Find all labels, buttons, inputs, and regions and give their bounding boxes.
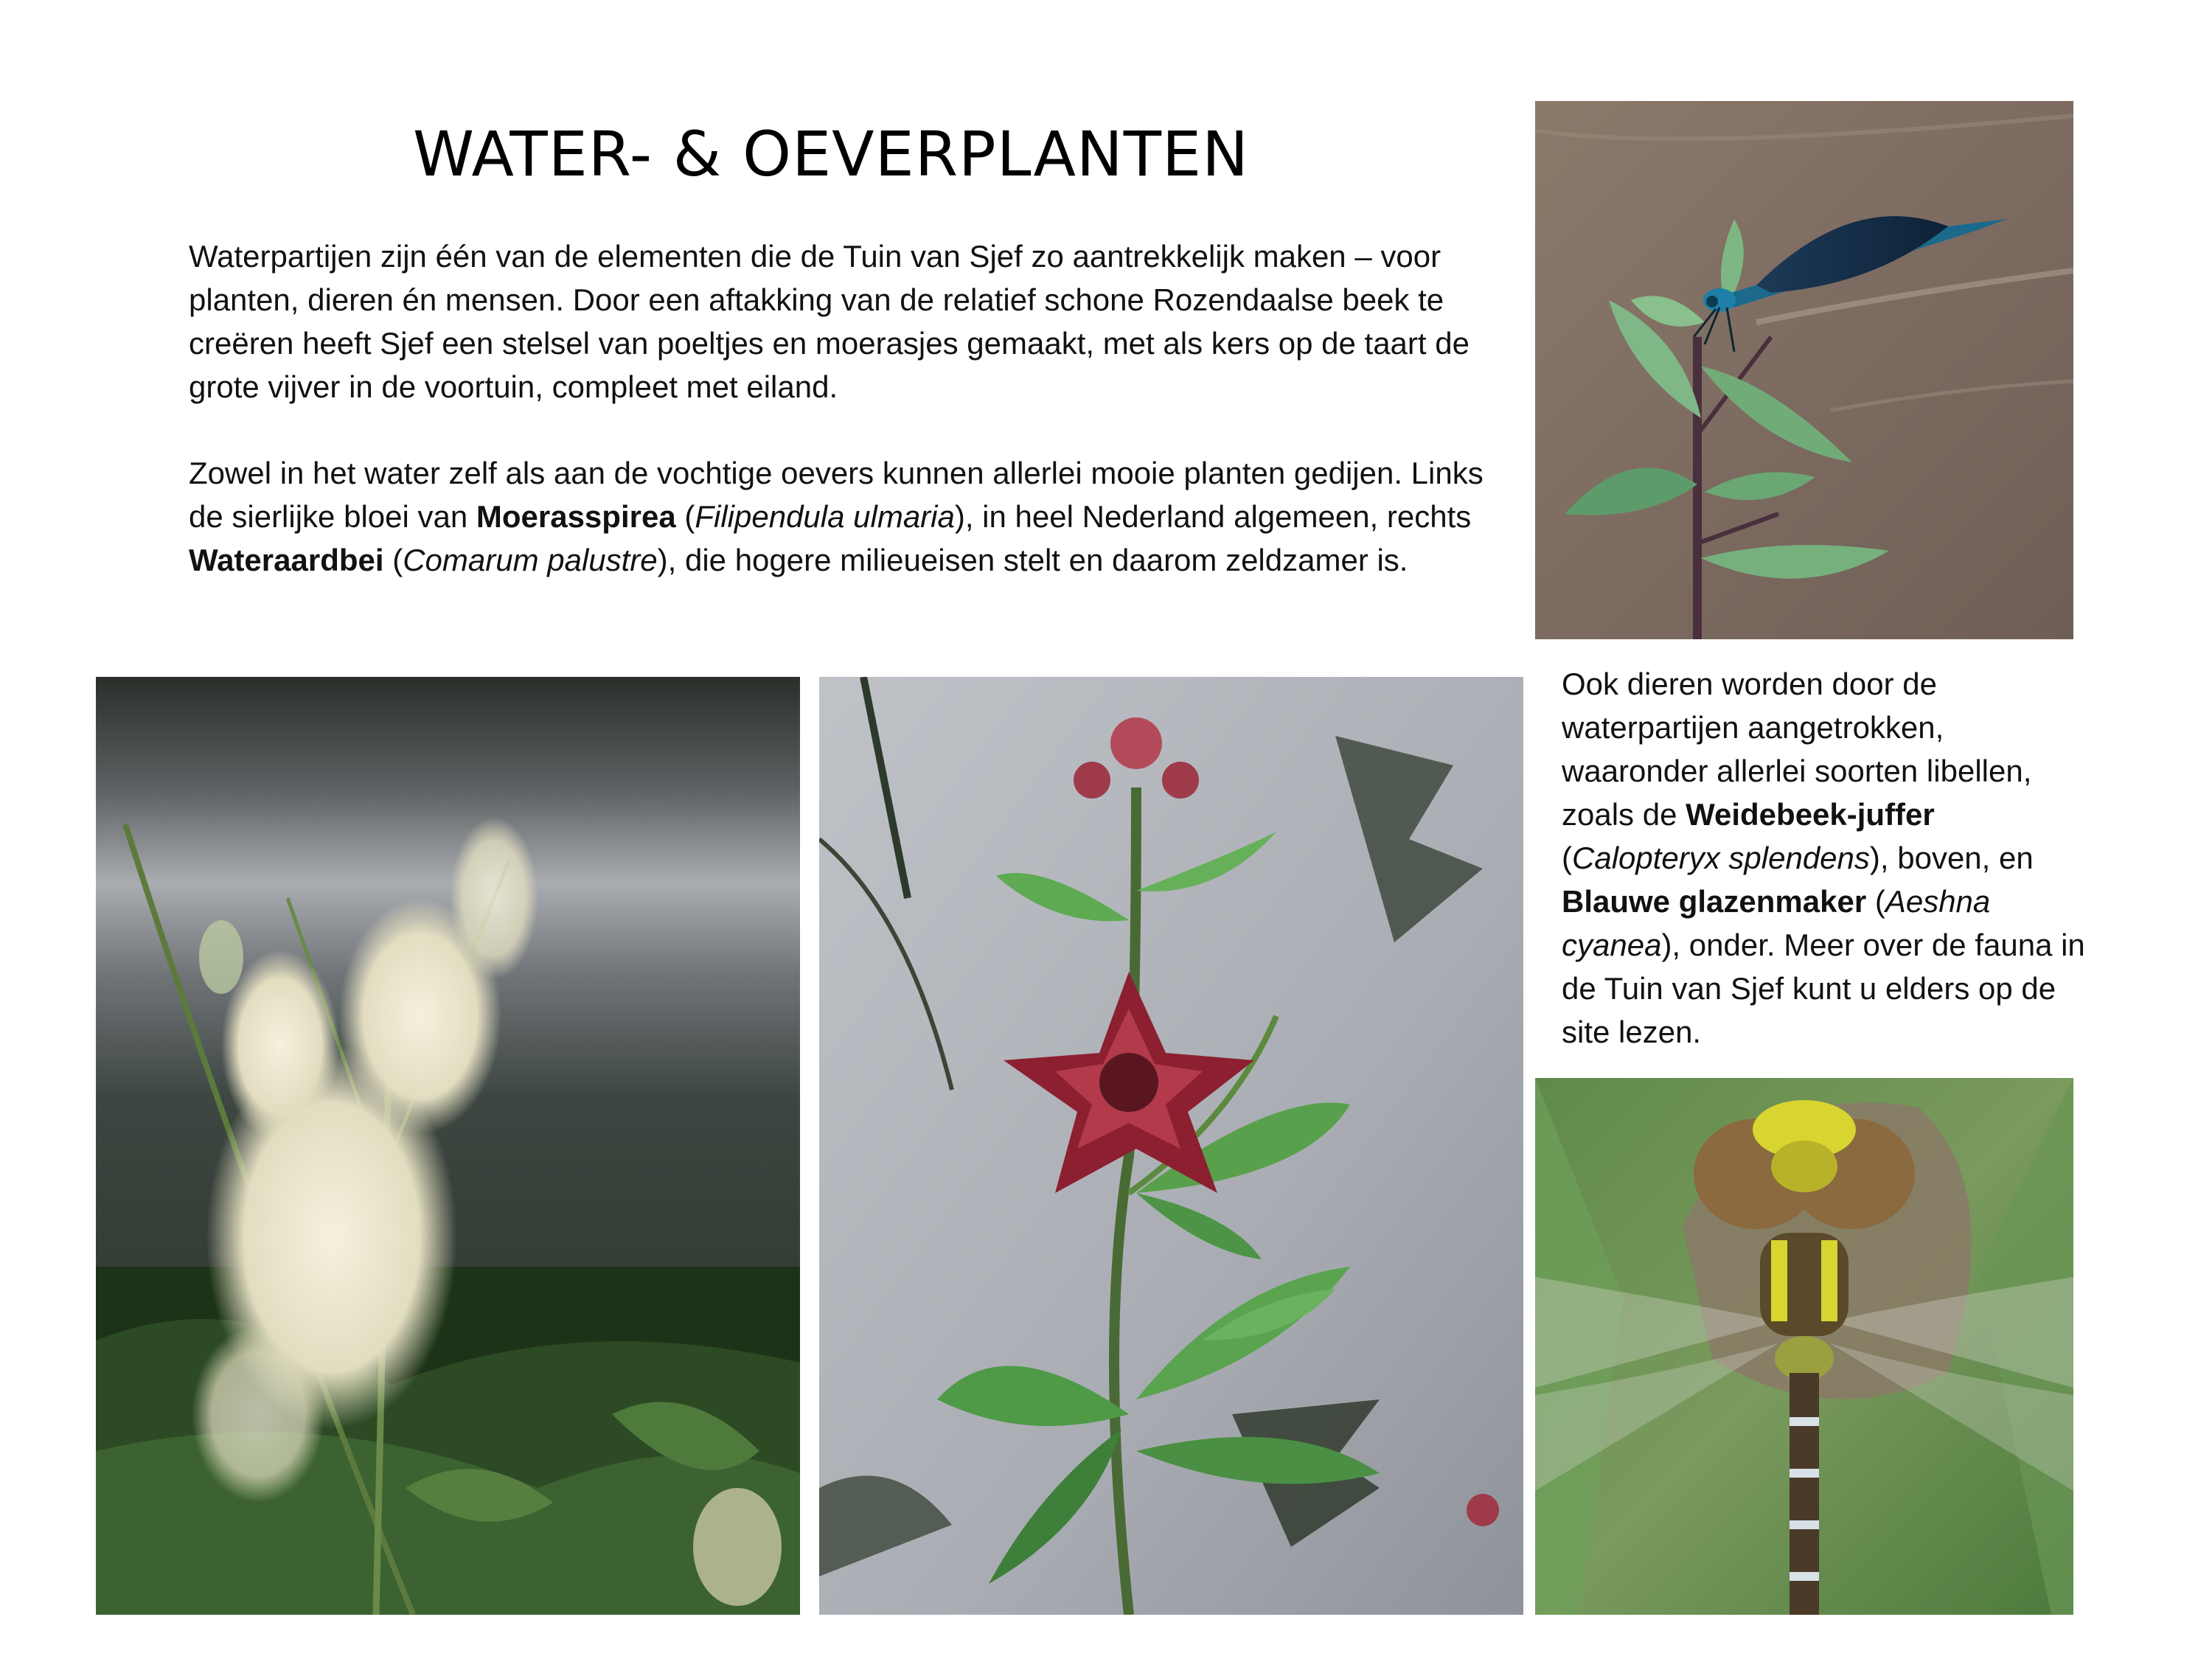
fauna-paren-open-1: ( <box>1562 841 1572 875</box>
intro-text <box>189 234 1486 625</box>
insect2-latin: Aeshna cyanea <box>1562 884 1991 962</box>
page-title: WATER- & OEVERPLANTEN <box>413 118 1249 190</box>
fauna-paragraph <box>1562 662 2093 1054</box>
plant1-name: Moerasspirea <box>476 499 676 534</box>
fauna-text <box>1562 662 2093 1054</box>
paren-open-2: ( <box>383 543 403 577</box>
intro-paragraph-1: Waterpartijen zijn één van de elementen die de Tuin van Sjef zo aantrekkelijk maken – voor planten, dieren én mensen. Door een aftakking van de relatief schone Rozendaalse beek te creëren heeft Sjef een stelsel van poeltjes en moerasjes gemaakt, met als kers op de taart de grote vijver in de voortuin, compleet met eiland. <box>189 239 1470 404</box>
intro-paragraph-2 <box>189 451 1486 582</box>
banded-demoiselle-photo <box>1535 101 2073 639</box>
plant2-latin: Comarum palustre <box>403 543 658 577</box>
fauna-part2: ), boven, en <box>1869 841 2034 875</box>
marsh-cinquefoil-photo <box>819 677 1523 1615</box>
intro-p2-part2: ), in heel Nederland algemeen, rechts <box>954 499 1472 534</box>
fauna-part3: ), onder. Meer over de fauna in de Tuin van Sjef kunt u elders op de site lezen. <box>1562 928 2085 1049</box>
meadowsweet-photo <box>96 677 800 1615</box>
intro-p2-part1: Zowel in het water zelf als aan de vochtige oevers kunnen allerlei mooie planten gedijen. Links de sierlijke bloei van <box>189 456 1484 534</box>
southern-hawker-photo <box>1535 1078 2073 1615</box>
plant1-latin: Filipendula ulmaria <box>695 499 955 534</box>
insect2-name: Blauwe glazenmaker <box>1562 884 1867 919</box>
paren-open-1: ( <box>675 499 695 534</box>
fauna-part1: Ook dieren worden door de waterpartijen aangetrokken, waaronder allerlei soorten libellen, zoals de <box>1562 667 2032 832</box>
insect1-name: Weidebeek-juffer <box>1686 797 1935 832</box>
plant2-name: Wateraardbei <box>189 543 384 577</box>
fauna-paren-open-2: ( <box>1866 884 1885 919</box>
insect1-latin: Calopteryx splendens <box>1572 841 1870 875</box>
intro-p2-part3: ), die hogere milieueisen stelt en daarom zeldzamer is. <box>657 543 1408 577</box>
